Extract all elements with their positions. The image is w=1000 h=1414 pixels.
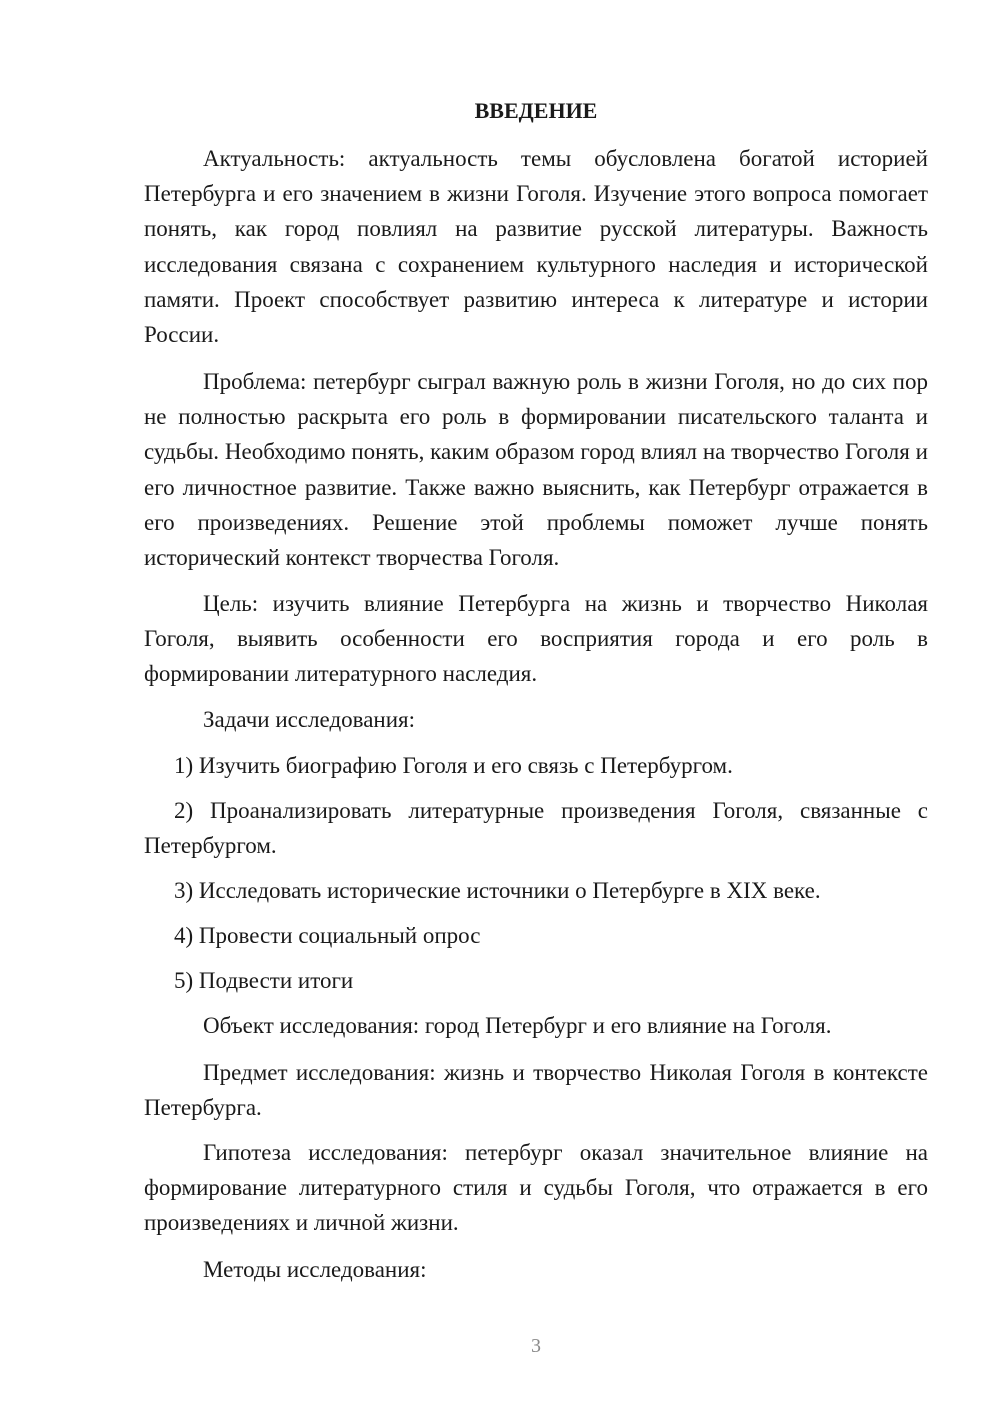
section-heading: ВВЕДЕНИЕ bbox=[474, 98, 598, 123]
page-number: 3 bbox=[531, 1335, 541, 1357]
methods-heading: Методы исследования: bbox=[203, 1257, 427, 1282]
paragraph-hypothesis: Гипотеза исследования: петербург оказал значительное влияние на формирование литературного стиля и судьбы Гоголя, что отражается в его произведениях и личной жизни. bbox=[144, 1140, 928, 1236]
paragraph-relevance: Актуальность: актуальность темы обусловлена богатой историей Петербурга и его значением в жизни Гоголя. Изучение этого вопроса помогает понять, как город повлиял на развитие русской литературы. Важность исследования связана с сохранением культурного наследия и исторической памяти. Проект способствует развитию интереса к литературе и истории России. bbox=[144, 146, 928, 348]
paragraph-problem: Проблема: петербург сыграл важную роль в жизни Гоголя, но до сих пор не полностью раскрыта его роль в формировании писательского таланта и судьбы. Необходимо понять, каким образом город влиял на творчество Гоголя и его личностное развитие. Также важно выяснить, как Петербург отражается в его произведениях. Решение этой проблемы поможет лучше понять исторический контекст творчества Гоголя. bbox=[144, 369, 928, 571]
tasks-heading: Задачи исследования: bbox=[203, 707, 416, 732]
paragraph-subject: Предмет исследования: жизнь и творчество Николая Гоголя в контексте Петербурга. bbox=[144, 1060, 928, 1121]
task-item-5: 5) Подвести итоги bbox=[174, 968, 354, 993]
task-item-2: 2) Проанализировать литературные произведения Гоголя, связанные с Петербургом. bbox=[144, 798, 928, 859]
task-item-3: 3) Исследовать исторические источники о Петербурге в XIX веке. bbox=[174, 878, 821, 903]
paragraph-object: Объект исследования: город Петербург и его влияние на Гоголя. bbox=[203, 1013, 832, 1038]
paragraph-goal: Цель: изучить влияние Петербурга на жизнь и творчество Николая Гоголя, выявить особенности его восприятия города и его роль в формировании литературного наследия. bbox=[144, 591, 928, 687]
task-item-4: 4) Провести социальный опрос bbox=[174, 923, 481, 948]
task-item-1: 1) Изучить биографию Гоголя и его связь с Петербургом. bbox=[174, 753, 733, 778]
